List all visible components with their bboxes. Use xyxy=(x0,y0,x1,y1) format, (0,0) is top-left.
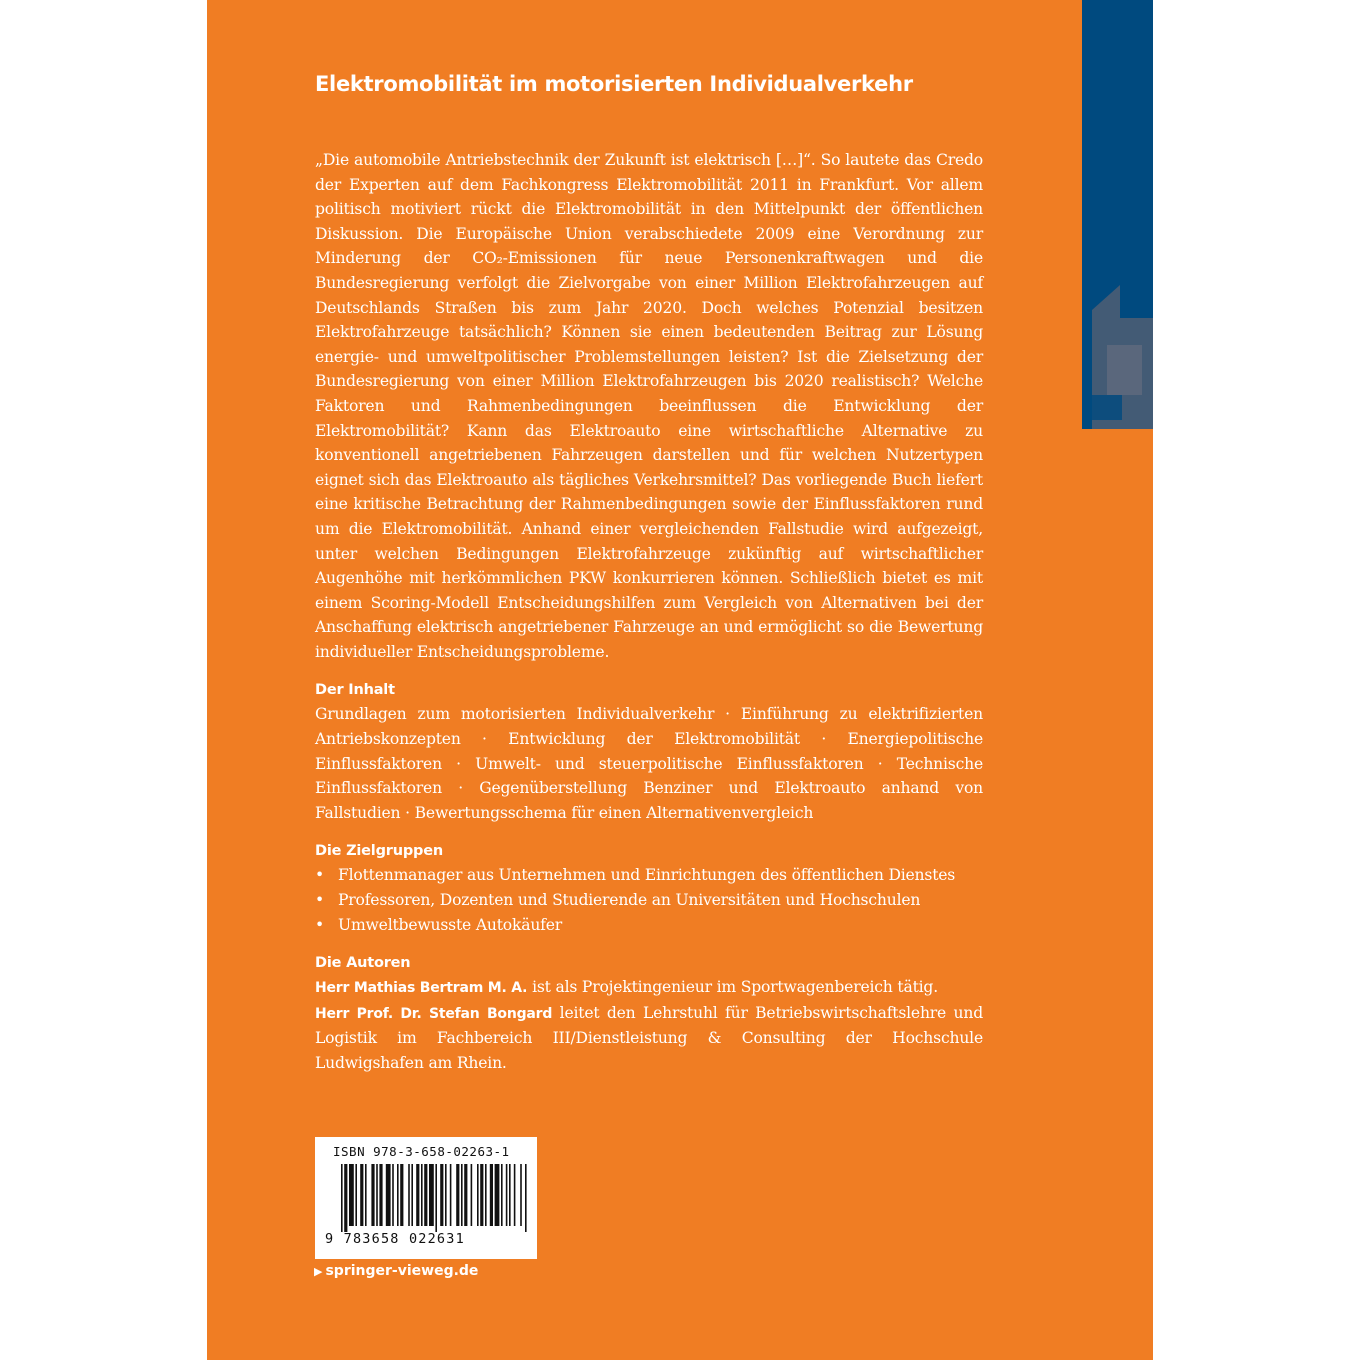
zielgruppen-list xyxy=(315,863,983,937)
barcode-bar xyxy=(341,1164,343,1232)
list-item xyxy=(315,863,983,888)
barcode-bar xyxy=(456,1164,459,1226)
barcode-bar xyxy=(480,1164,483,1226)
barcode-bar xyxy=(440,1164,443,1226)
author-name: Herr Prof. Dr. Stefan Bongard xyxy=(315,1005,553,1022)
barcode-bar xyxy=(360,1164,363,1226)
bullet-icon: • xyxy=(315,866,324,885)
barcode-bar xyxy=(371,1164,374,1226)
author-entry xyxy=(315,975,983,1001)
spine-band xyxy=(1082,0,1153,429)
barcode-bar xyxy=(365,1164,367,1226)
publisher-link[interactable] xyxy=(314,1263,478,1279)
author-entry xyxy=(315,1001,983,1076)
publisher-logo-shape xyxy=(1082,0,1153,429)
isbn-label: ISBN 978-3-658-02263-1 xyxy=(333,1144,510,1159)
barcode-bar xyxy=(509,1164,511,1226)
barcode-bar xyxy=(525,1164,527,1232)
blurb-paragraph: „Die automobile Antriebstechnik der Zukunft ist elektrisch […]“. So lautete das Credo der Experten auf dem Fachkongress Elektromobilität 2011 in Frankfurt. Vor allem politisch motiviert rückt die Elektromobilität in den Mittelpunkt der öffentlichen Diskussion. Die Europäische Union verabschiedete 2009 eine Verordnung zur Minderung der CO₂-Emissionen für neue Personenkraftwagen und die Bundesregierung verfolgt die Zielvorgabe von einer Million Elektrofahrzeugen auf Deutschlands Straßen bis zum Jahr 2020. Doch welches Potenzial besitzen Elektrofahrzeuge tatsächlich? Können sie einen bedeutenden Beitrag zur Lösung energie- und umweltpolitischer Problemstellungen leisten? Ist die Zielsetzung der Bundesregierung von einer Million Elektrofahrzeugen bis 2020 realistisch? Welche Faktoren und Rahmenbedingungen beeinflussen die Entwicklung der Elektromobilität? Kann das Elektroauto eine wirtschaftliche Alternative zu konventionell angetriebenen Fahrzeugen darstellen und für welchen Nutzertypen eignet sich das Elektroauto als tägliches Verkehrsmittel? Das vorliegende Buch liefert eine kritische Betrachtung der Rahmenbedingungen sowie der Einflussfaktoren rund um die Elektromobilität. Anhand einer vergleichenden Fallstudie wird aufgezeigt, unter welchen Bedingungen Elektrofahrzeuge zukünftig auf wirtschaftlicher Augenhöhe mit herkömmlichen PKW konkurrieren können. Schließlich bietet es mit einem Scoring-Modell Entscheidungshilfen zum Vergleich von Alternativen bei der Anschaffung elektrisch angetriebener Fahrzeuge an und ermöglicht so die Bewertung individueller Entscheidungsprobleme. xyxy=(315,151,983,661)
barcode-bars xyxy=(321,1164,531,1232)
back-cover xyxy=(207,0,1153,1360)
zielgruppen-heading: Die Zielgruppen xyxy=(315,843,443,860)
barcode-bar xyxy=(464,1164,467,1226)
barcode-bar xyxy=(429,1164,434,1226)
list-item-text: Flottenmanager aus Unternehmen und Einrichtungen des öffentlichen Dienstes xyxy=(338,866,956,885)
barcode-bar xyxy=(435,1164,437,1232)
book-title: Elektromobilität im motorisierten Individualverkehr xyxy=(315,72,913,96)
back-cover-content xyxy=(315,148,983,1076)
barcode-bar xyxy=(485,1164,487,1226)
barcode-bar xyxy=(445,1164,447,1226)
barcode-bar xyxy=(392,1164,394,1226)
author-description: ist als Projektingenieur im Sportwagenbereich tätig. xyxy=(527,978,938,997)
barcode-bar xyxy=(386,1164,391,1226)
list-item-text: Umweltbewusste Autokäufer xyxy=(338,915,563,934)
barcode-bar xyxy=(411,1164,413,1226)
barcode-bar xyxy=(490,1164,493,1226)
list-item xyxy=(315,888,983,913)
barcode-bar xyxy=(416,1164,419,1226)
inhalt-text: Grundlagen zum motorisierten Individualverkehr · Einführung zu elektrifizierten Antriebskonzepten · Entwicklung der Elektromobilität · Energiepolitische Einflussfaktoren · Umwelt- und steuerpolitische Einflussfaktoren · Technische Einflussfaktoren · Gegenüberstellung Benziner und Elektroauto anhand von Fallstudien · Bewertungsschema für einen Alternativenvergleich xyxy=(315,705,983,822)
barcode-bar xyxy=(495,1164,500,1226)
bullet-icon: • xyxy=(315,891,324,910)
list-item xyxy=(315,913,983,938)
barcode-bar xyxy=(461,1164,463,1226)
list-item-text: Professoren, Dozenten und Studierende an Universitäten und Hochschulen xyxy=(338,891,921,910)
barcode-bar xyxy=(424,1164,427,1226)
publisher-url: springer-vieweg.de xyxy=(325,1263,479,1279)
autoren-heading: Die Autoren xyxy=(315,955,411,972)
barcode-bar xyxy=(397,1164,399,1226)
barcode-bar xyxy=(349,1164,354,1226)
barcode-bar xyxy=(471,1164,473,1226)
bullet-icon: • xyxy=(315,915,324,934)
barcode-bar xyxy=(400,1164,403,1226)
barcode-bar xyxy=(421,1164,423,1226)
inhalt-heading: Der Inhalt xyxy=(315,682,395,699)
barcode-bar xyxy=(376,1164,378,1226)
barcode-bar xyxy=(506,1164,508,1226)
barcode-bar xyxy=(501,1164,503,1226)
barcode-bar xyxy=(477,1164,479,1226)
barcode-bar xyxy=(408,1164,410,1226)
author-description: leitet den Lehrstuhl für Betriebswirtschaftslehre und Logistik im Fachbereich III/Dienstleistung & Consulting der Hochschule Ludwigshafen am Rhein. xyxy=(315,1003,984,1072)
ean-digits: 9 783658 022631 xyxy=(325,1231,465,1247)
isbn-barcode xyxy=(315,1137,537,1259)
barcode-bar xyxy=(344,1164,347,1232)
barcode-bar xyxy=(520,1164,522,1226)
arrow-icon: ▶ xyxy=(314,1265,323,1278)
author-name: Herr Mathias Bertram M. A. xyxy=(315,980,528,997)
barcode-bar xyxy=(355,1164,357,1226)
barcode-bar xyxy=(450,1164,452,1226)
barcode-bar xyxy=(514,1164,516,1226)
barcode-bar xyxy=(379,1164,382,1226)
